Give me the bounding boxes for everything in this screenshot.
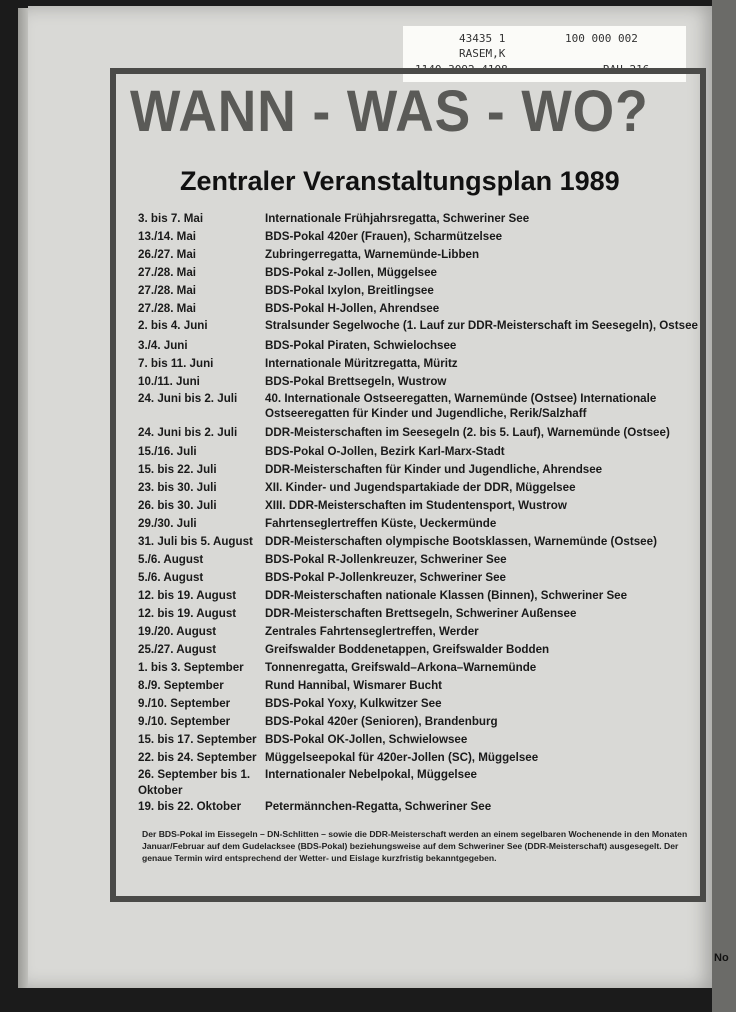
event-row	[138, 443, 698, 461]
event-row	[138, 228, 698, 246]
event-description: Internationale Frühjahrsregatta, Schweriner See	[265, 212, 530, 225]
event-date: 27./28. Mai	[138, 302, 197, 315]
event-date: 23. bis 30. Juli	[138, 481, 217, 494]
event-row	[138, 391, 698, 425]
event-description: Internationale Müritzregatta, Müritz	[265, 356, 458, 370]
event-row	[138, 641, 698, 659]
footnote: Der BDS-Pokal im Eissegeln – DN-Schlitten – sowie die DDR-Meisterschaft werden an einem segelbaren Wochenende in den Monaten Januar/Februar auf dem Gudelacksee (BDS-Pokal) beziehungsweise auf dem Schweriner See (DDR-Meisterschaft) ausgesegelt. Der genaue Termin wird entsprechend der Wetter- und Eislage kurzfristig bekanntgegeben.	[142, 829, 688, 863]
event-date: 24. Juni bis 2. Juli	[138, 391, 238, 405]
event-row	[138, 587, 698, 605]
event-date: 1. bis 3. September	[138, 661, 244, 674]
event-row	[138, 246, 698, 264]
event-row	[138, 318, 698, 337]
event-description: DDR-Meisterschaften olympische Bootsklassen, Warnemünde (Ostsee)	[265, 535, 657, 548]
stamp-line3-left: 1140 3092 4108	[415, 63, 508, 76]
event-row	[138, 337, 698, 355]
event-date: 24. Juni bis 2. Juli	[138, 425, 238, 439]
event-date: 27./28. Mai	[138, 266, 197, 279]
event-description: Zentrales Fahrtenseglertreffen, Werder	[265, 625, 479, 638]
event-description: DDR-Meisterschaften im Seesegeln (2. bis 5. Lauf), Warnemünde (Ostsee)	[265, 425, 670, 439]
event-date: 31. Juli bis 5. August	[138, 535, 253, 548]
event-date: 22. bis 24. September	[138, 751, 257, 764]
event-description: DDR-Meisterschaften nationale Klassen (Binnen), Schweriner See	[265, 589, 628, 602]
event-date: 19. bis 22. Oktober	[138, 800, 242, 813]
event-description: Internationaler Nebelpokal, Müggelsee	[265, 768, 477, 781]
edge-text: No	[714, 952, 729, 964]
event-description: Fahrtenseglertreffen Küste, Ueckermünde	[265, 517, 497, 530]
event-date: 25./27. August	[138, 643, 217, 656]
event-date: 29./30. Juli	[138, 517, 197, 530]
event-description: BDS-Pokal Piraten, Schwielochsee	[265, 338, 457, 352]
event-description: DDR-Meisterschaften Brettsegeln, Schweriner Außensee	[265, 607, 577, 620]
event-row	[138, 210, 698, 228]
event-row	[138, 749, 698, 767]
stamp-line3-right: RAU 216	[603, 63, 650, 76]
event-description: Tonnenregatta, Greifswald–Arkona–Warnemünde	[265, 661, 537, 674]
event-row	[138, 713, 698, 731]
event-row	[138, 355, 698, 373]
stamp-line1-left: 43435 1	[459, 32, 506, 45]
event-row	[138, 731, 698, 749]
event-date: 12. bis 19. August	[138, 607, 237, 620]
event-date: 19./20. August	[138, 625, 217, 638]
event-row	[138, 373, 698, 391]
event-row	[138, 479, 698, 497]
event-row	[138, 497, 698, 515]
event-description: BDS-Pokal 420er (Senioren), Brandenburg	[265, 715, 498, 728]
stamp-line2: RASEM,K	[459, 47, 506, 60]
event-row	[138, 300, 698, 318]
event-description: BDS-Pokal OK-Jollen, Schwielowsee	[265, 733, 468, 746]
event-description: BDS-Pokal P-Jollenkreuzer, Schweriner See	[265, 571, 506, 584]
event-description: BDS-Pokal Yoxy, Kulkwitzer See	[265, 697, 442, 710]
event-description: Rund Hannibal, Wismarer Bucht	[265, 679, 443, 692]
event-description: BDS-Pokal 420er (Frauen), Scharmützelsee	[265, 230, 503, 243]
event-row	[138, 569, 698, 587]
event-row	[138, 425, 698, 444]
event-row	[138, 461, 698, 479]
event-row	[138, 533, 698, 551]
event-row	[138, 551, 698, 569]
event-date: 8./9. September	[138, 679, 224, 692]
event-date: 13./14. Mai	[138, 230, 197, 243]
event-date: 26. bis 30. Juli	[138, 499, 217, 512]
stamp-line1-right: 100 000 002	[565, 32, 638, 45]
event-date: 12. bis 19. August	[138, 589, 237, 602]
event-date: 3. bis 7. Mai	[138, 212, 204, 225]
event-description: Zubringerregatta, Warnemünde-Libben	[265, 248, 480, 261]
event-row	[138, 264, 698, 282]
event-date: 5./6. August	[138, 553, 204, 566]
event-date: 9./10. September	[138, 715, 231, 728]
event-row	[138, 798, 698, 816]
event-date: 5./6. August	[138, 571, 204, 584]
event-row	[138, 695, 698, 713]
event-date: 15./16. Juli	[138, 445, 197, 458]
event-description: 40. Internationale Ostseeregatten, Warnemünde (Ostsee) Internationale Ostseeregatten für Kinder und Jugendliche, Rerik/Salzhaff	[265, 391, 657, 420]
event-description: BDS-Pokal H-Jollen, Ahrendsee	[265, 302, 440, 315]
event-row	[138, 282, 698, 300]
event-date: 26. September bis 1. Oktober	[138, 768, 251, 797]
event-date: 3./4. Juni	[138, 338, 188, 352]
event-description: XIII. DDR-Meisterschaften im Studentensport, Wustrow	[265, 499, 567, 512]
event-row	[138, 515, 698, 533]
event-list	[138, 210, 698, 816]
subtitle: Zentraler Veranstaltungsplan 1989	[180, 166, 620, 196]
adjacent-page-strip	[712, 0, 736, 1012]
event-date: 26./27. Mai	[138, 248, 197, 261]
event-description: BDS-Pokal R-Jollenkreuzer, Schweriner See	[265, 553, 507, 566]
event-description: BDS-Pokal Brettsegeln, Wustrow	[265, 374, 447, 388]
event-date: 15. bis 17. September	[138, 733, 257, 746]
event-date: 2. bis 4. Juni	[138, 319, 208, 332]
event-date: 9./10. September	[138, 697, 231, 710]
event-description: BDS-Pokal z-Jollen, Müggelsee	[265, 266, 438, 279]
event-row	[138, 767, 698, 798]
headline: WANN - WAS - WO?	[130, 79, 649, 144]
event-description: XII. Kinder- und Jugendspartakiade der DDR, Müggelsee	[265, 481, 576, 494]
event-row	[138, 659, 698, 677]
event-row	[138, 677, 698, 695]
event-description: Greifswalder Boddenetappen, Greifswalder Bodden	[265, 643, 550, 656]
event-date: 27./28. Mai	[138, 284, 197, 297]
event-date: 10./11. Juni	[138, 374, 200, 388]
event-description: Müggelseepokal für 420er-Jollen (SC), Müggelsee	[265, 751, 539, 764]
event-description: DDR-Meisterschaften für Kinder und Jugendliche, Ahrendsee	[265, 463, 603, 476]
event-description: BDS-Pokal Ixylon, Breitlingsee	[265, 284, 434, 297]
event-description: Stralsunder Segelwoche (1. Lauf zur DDR-Meisterschaft im Seesegeln), Ostsee	[265, 319, 698, 332]
event-date: 7. bis 11. Juni	[138, 356, 214, 370]
event-description: BDS-Pokal O-Jollen, Bezirk Karl-Marx-Stadt	[265, 445, 505, 458]
event-date: 15. bis 22. Juli	[138, 463, 217, 476]
event-row	[138, 623, 698, 641]
event-description: Petermännchen-Regatta, Schweriner See	[265, 800, 492, 813]
event-row	[138, 605, 698, 623]
